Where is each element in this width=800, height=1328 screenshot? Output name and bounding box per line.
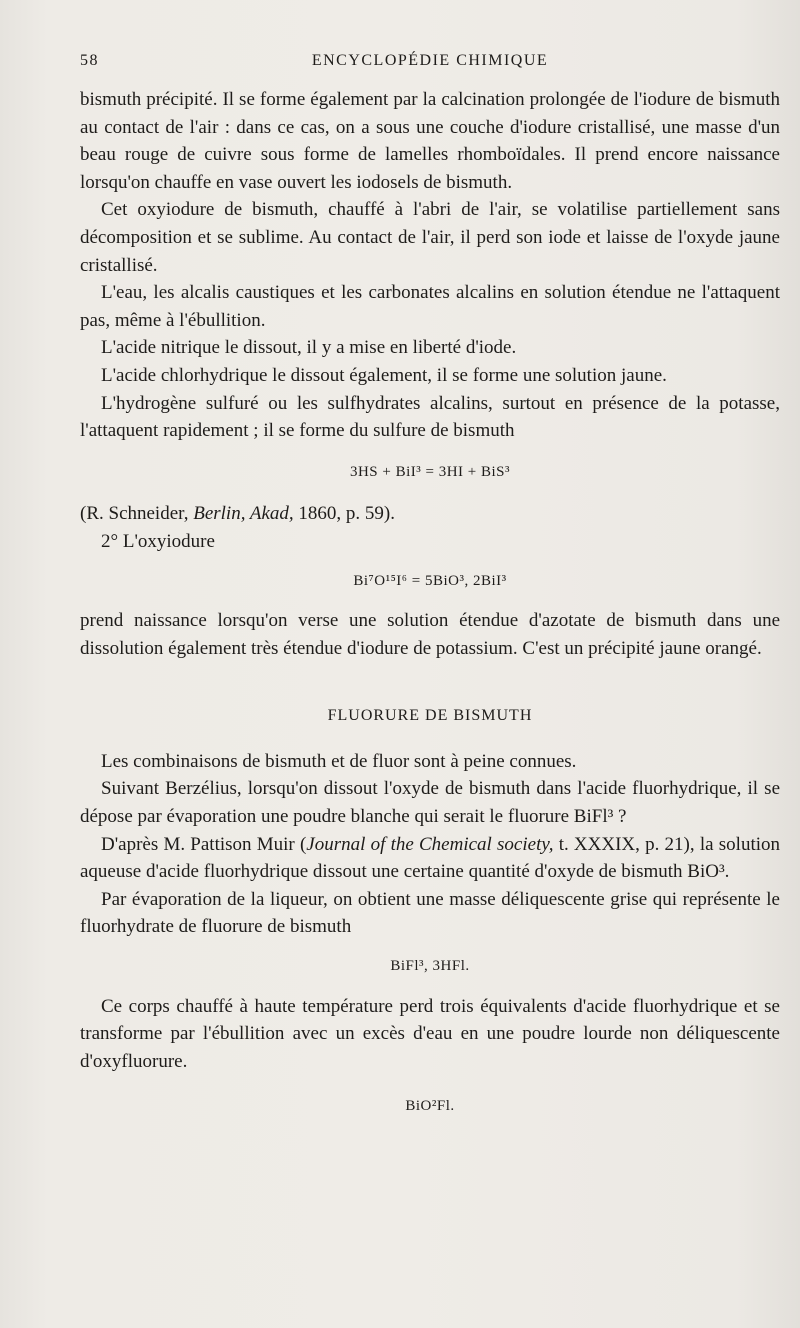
paragraph: Les combinaisons de bismuth et de fluor sont à peine connues. xyxy=(101,750,577,772)
page-number: 58 xyxy=(80,52,99,69)
citation-prefix: D'après M. Pattison Muir ( xyxy=(101,833,307,855)
paragraph: Par évaporation de la liqueur, on obtient une masse déliquescente grise qui représente le fluorhydrate de fluorure de bismuth xyxy=(80,888,780,938)
reference-source: Berlin, Akad, xyxy=(193,503,294,525)
paragraph: L'acide nitrique le dissout, il y a mise en liberté d'iode. xyxy=(101,337,517,359)
paragraph xyxy=(80,831,780,886)
paragraph: L'eau, les alcalis caustiques et les carbonates alcalins en solution étendue ne l'attaquent pas, même à l'ébullition. xyxy=(80,282,780,331)
paragraph: L'hydrogène sulfuré ou les sulfhydrates alcalins, surtout en présence de la potasse, l'attaquent rapidement ; il se forme du sulfure de bismuth xyxy=(80,392,780,442)
reference-paragraph xyxy=(80,500,780,528)
chemical-formula: BiFl³, 3HFl. xyxy=(390,958,470,975)
page-body xyxy=(80,86,780,1121)
reference-prefix: (R. Schneider, xyxy=(80,503,194,525)
section-title: FLUORURE DE BISMUTH xyxy=(327,707,533,725)
chemical-formula: BiO²Fl. xyxy=(405,1098,455,1115)
chemical-formula: Bi⁷O¹⁵I⁶ = 5BiO³, 2BiI³ xyxy=(353,572,507,589)
running-title: ENCYCLOPÉDIE CHIMIQUE xyxy=(311,52,549,69)
journal-title: Journal of the Chemical society, xyxy=(306,833,554,855)
paragraph: 2° L'oxyiodure xyxy=(101,530,215,552)
paragraph: Cet oxyiodure de bismuth, chauffé à l'abri de l'air, se volatilise partiellement sans décomposition et se sublime. Au contact de l'air, il perd son iode et laisse de l'oxyde jaune cristallisé. xyxy=(80,199,780,276)
paragraph: prend naissance lorsqu'on verse une solution étendue d'azotate de bismuth dans une dissolution également très étendue d'iodure de potassium. C'est un précipité jaune orangé. xyxy=(80,610,780,659)
paragraph: Suivant Berzélius, lorsqu'on dissout l'oxyde de bismuth dans l'acide fluorhydrique, il se dépose par évaporation une poudre blanche qui serait le fluorure BiFl³ ? xyxy=(80,778,780,828)
reference-suffix: 1860, p. 59). xyxy=(293,503,395,525)
paragraph: bismuth précipité. Il se forme également par la calcination prolongée de l'iodure de bismuth au contact de l'air : dans ce cas, on a sous une couche d'iodure cristallisé, une masse d'un beau rouge de cuivre sous forme de lamelles rhomboïdales. Il prend encore naissance lorsqu'on chauffe en vase ouvert les iodosels de bismuth. xyxy=(80,89,780,193)
citation-suffix: t. XXXIX, p. 21), la solution aqueuse d'acide fluorhydrique dissout une certaine quantité d'oxyde de bismuth BiO³. xyxy=(80,833,780,883)
paragraph: Ce corps chauffé à haute température perd trois équivalents d'acide fluorhydrique et se transforme par l'ébullition avec un excès d'eau en une poudre lourde non déliquescente d'oxyfluorure. xyxy=(80,995,780,1072)
chemical-equation: 3HS + BiI³ = 3HI + BiS³ xyxy=(349,463,511,480)
page-header xyxy=(80,52,780,76)
paragraph: L'acide chlorhydrique le dissout également, il se forme une solution jaune. xyxy=(101,364,667,386)
